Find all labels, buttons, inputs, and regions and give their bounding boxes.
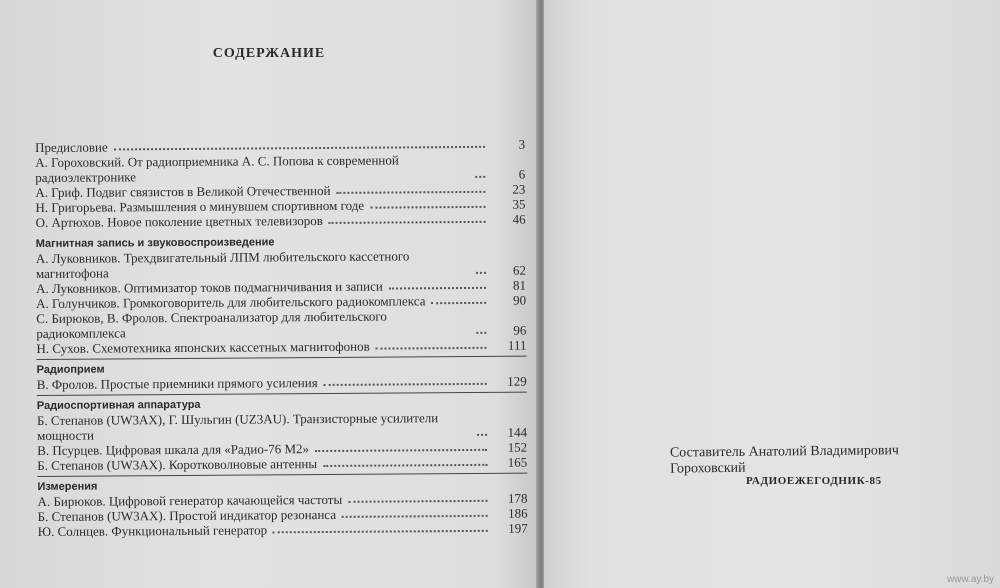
dot-leader (389, 287, 486, 290)
dot-leader (273, 530, 488, 533)
toc-entry (37, 455, 527, 473)
entry-title: О. Артюхов. Новое поколение цветных телевизоров (35, 212, 323, 230)
page-number: 111 (507, 337, 527, 353)
right-page (544, 0, 1000, 588)
entry-title: Ю. Солнцев. Функциональный генератор (37, 522, 268, 539)
page-number: 46 (512, 211, 526, 227)
entry-title: В. Псурцев. Цифровая шкала для «Радио-76 М2» (37, 441, 310, 458)
toc-entry (36, 308, 526, 341)
dot-leader (376, 347, 487, 350)
dot-leader (476, 272, 486, 274)
intro-entries (35, 137, 526, 230)
page-number: 144 (507, 424, 528, 440)
toc-entry (36, 248, 526, 281)
page-number: 186 (508, 505, 528, 521)
dot-leader (431, 302, 486, 304)
toc-entry (36, 338, 526, 356)
section-divider (37, 392, 527, 396)
table-of-contents (35, 137, 528, 539)
section-title: Измерения (37, 480, 98, 493)
toc-entry (37, 374, 527, 392)
dot-leader (315, 449, 487, 452)
page-number: 90 (513, 292, 527, 308)
dot-leader (342, 515, 488, 518)
page-number: 152 (507, 439, 528, 455)
page-number: 81 (512, 277, 527, 293)
toc-entry (35, 152, 525, 185)
entry-title: Б. Степанов (UW3AX). Простой индикатор резонанса (37, 506, 337, 524)
page-number: 197 (508, 520, 528, 536)
dot-leader (114, 146, 485, 151)
entry-title: Б. Степанов (UW3AX). Коротковолновые антенны (37, 456, 318, 473)
page-number: 35 (512, 196, 526, 212)
page-number: 129 (507, 373, 527, 389)
page-number: 165 (507, 454, 528, 470)
toc-section (36, 227, 527, 356)
entry-title: А. Луковников. Трехдвигательный ЛПМ любительского кассетного магнитофона (35, 248, 410, 281)
entry-title: А. Гриф. Подвиг связистов в Великой Отечественной (35, 182, 331, 200)
page-title: СОДЕРЖАНИЕ (212, 46, 326, 61)
section-divider (37, 356, 527, 360)
toc-section (37, 473, 527, 539)
entry-title: Предисловие (35, 139, 108, 155)
section-title: Магнитная запись и звуковоспроизведение (35, 236, 275, 250)
page-number: 3 (518, 136, 526, 152)
page-number: 178 (507, 490, 528, 506)
page-number: 62 (512, 262, 526, 278)
dot-leader (370, 206, 485, 209)
entry-title: Н. Сухов. Схемотехника японских кассетных магнитофонов (36, 338, 370, 356)
dot-leader (348, 500, 487, 503)
toc-section (37, 392, 528, 473)
entry-title: С. Бирюков, В. Фролов. Спектроанализатор для любительского радиокомплекса (36, 308, 387, 341)
section-divider (37, 473, 527, 477)
dot-leader (324, 383, 487, 386)
yearbook-title: РАДИОЕЖЕГОДНИК-85 (746, 475, 882, 487)
entry-title: А. Гороховский. От радиоприемника А. С. Попова к современной радиоэлектронике (35, 152, 399, 185)
entry-title: А. Луковников. Оптимизатор токов подмагничивания и записи (35, 278, 383, 296)
toc-entry (37, 410, 527, 443)
toc-section (37, 356, 527, 392)
dot-leader (337, 191, 486, 194)
watermark: www.ay.by (946, 574, 994, 585)
dot-leader (476, 332, 486, 334)
entry-title: Б. Степанов (UW3AX), Г. Шульгин (UZ3AU). Транзисторные усилители мощности (36, 410, 439, 443)
dot-leader (477, 434, 487, 436)
entry-title: Н. Григорьева. Размышления о минувшем спортивном годе (35, 197, 365, 215)
section-title: Радиоприем (36, 363, 105, 376)
section-title: Радиоспортивная аппаратура (36, 398, 201, 412)
dot-leader (475, 176, 485, 178)
toc-sections (36, 227, 528, 539)
page-number: 96 (513, 322, 527, 338)
dot-leader (329, 221, 486, 224)
page-number: 6 (518, 166, 526, 182)
dot-leader (323, 464, 487, 467)
compiler-credit: Составитель Анатолий Владимирович Гороховский (669, 443, 900, 477)
entry-title: А. Бирюков. Цифровой генератор качающейся частоты (37, 491, 343, 509)
page-number: 23 (512, 181, 526, 197)
entry-title: В. Фролов. Простые приемники прямого усиления (36, 375, 318, 392)
entry-title: А. Голунчиков. Громкоговоритель для любительского радиокомплекса (36, 293, 426, 311)
